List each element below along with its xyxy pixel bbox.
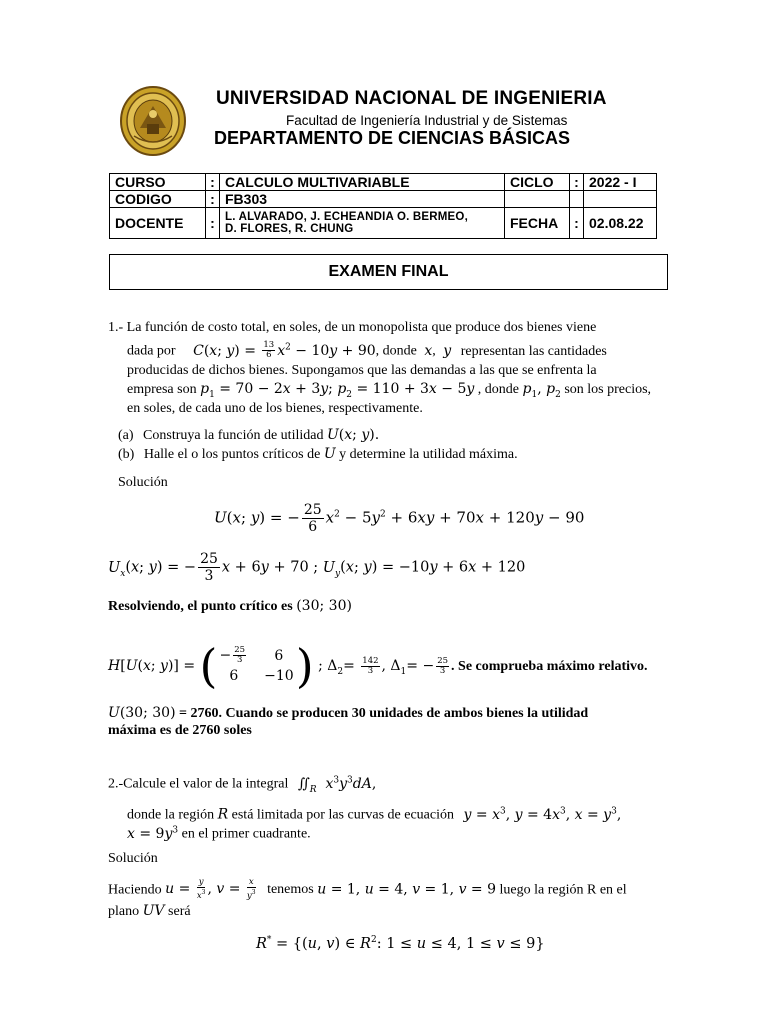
p1-line-3: producidas de dichos bienes. Supongamos que las demandas a las que se enfrenta la: [127, 363, 597, 378]
demand-functions: $p_1 = 70 - 2x + 3y$; $p_2 = 110 + 3x - 5y$: [200, 381, 475, 400]
utility-function: U(x; y) = − $\frac{25}{6}$ $x^2 - 5y^2 + 6xy + 70x + 120y - 90$: [214, 502, 585, 535]
separator: :: [206, 208, 220, 239]
separator: :: [206, 191, 220, 208]
max-check-text: . Se comprueba máximo relativo.: [451, 659, 648, 674]
p1-line-2: dada por C(x; y) = $\frac{13}{6}$ $x^2 - 10y + 90$, donde x, y representan las cantidades: [127, 340, 607, 361]
p1-l2-text: dada por: [127, 343, 176, 359]
p2-plano-text-1: plano: [108, 904, 140, 919]
codigo-value: FB303: [220, 191, 505, 208]
double-integral: $∬_R$ $x^3y^3dA$,: [297, 775, 377, 795]
docente-line-1: L. ALVARADO, J. ECHEANDIA O. BERMEO,: [225, 211, 468, 223]
p2-solucion: Solución: [108, 851, 158, 866]
p2-l1-text: 2.-Calcule el valor de la integral: [108, 776, 289, 792]
p2-hac-text-2: tenemos: [267, 882, 314, 898]
p2-plane-line: plano UV será: [108, 903, 191, 919]
p2-hac-text-3: luego la región R en el: [499, 882, 627, 898]
p1-item-b: (b) Halle el o los puntos críticos de U y determine la utilidad máxima.: [118, 446, 518, 462]
curso-value: CALCULO MULTIVARIABLE: [220, 174, 505, 191]
separator: :: [206, 174, 220, 191]
conclusion-text-1: = 2760. Cuando se producen 30 unidades de ambos bienes la utilidad: [179, 706, 589, 721]
empty-cell: [505, 191, 570, 208]
p2-l3-text: en el primer cuadrante.: [181, 826, 311, 842]
docente-label: DOCENTE: [110, 208, 206, 239]
item-b-label: (b): [118, 447, 135, 462]
item-b-text-2: y determine la utilidad máxima.: [339, 447, 518, 462]
p1-line-4: empresa son $p_1 = 70 - 2x + 3y$; $p_2 = 110 + 3x - 5y$ , donde $p_1$, $p_2$ son los precios,: [127, 381, 652, 400]
department-name: DEPARTAMENTO DE CIENCIAS BÁSICAS: [214, 128, 571, 148]
ciclo-value: 2022 - I: [584, 174, 657, 191]
p2-hac-text-1: Haciendo: [108, 882, 162, 898]
docente-line-2: D. FLORES, R. CHUNG: [225, 223, 354, 235]
p1-l4-text-c: son los precios,: [564, 382, 652, 397]
p2-line-3: $x = 9y^3$ en el primer cuadrante.: [127, 825, 311, 842]
p1-l2-text-b: , donde: [375, 343, 417, 359]
p2-line-2: donde la región R está limitada por las curvas de ecuación $y = x^3$, $y = 4x^3$, $x = y^3$,: [127, 806, 622, 823]
transformed-region: R* = {(u, v) ∈ $R^2$: 1 ≤ u ≤ 4, 1 ≤ v ≤ 9}: [256, 935, 545, 952]
item-b-text-1: Halle el o los puntos críticos de: [143, 447, 321, 462]
curso-label: CURSO: [110, 174, 206, 191]
p1-line-1: 1.- La función de costo total, en soles, de un monopolista que produce dos bienes viene: [108, 320, 597, 335]
fecha-value: 02.08.22: [584, 208, 657, 239]
p2-line-1: [108, 771, 376, 799]
partial-derivatives: $U_x(x$; y) = − $\frac{25}{3}$ x + 6y + 70 ; $U_y(x$; y) = −10y + 6x + 120: [108, 551, 526, 584]
separator: :: [570, 208, 584, 239]
conclusion-line-1: U(30; 30) = 2760. Cuando se producen 30 unidades de ambos bienes la utilidad: [108, 705, 589, 721]
empty-cell: [570, 191, 584, 208]
p1-solucion: Solución: [118, 475, 168, 490]
item-a-text: Construya la función de utilidad: [143, 428, 324, 443]
docente-value: [220, 208, 505, 239]
empty-cell: [584, 191, 657, 208]
exam-title: EXAMEN FINAL: [109, 254, 668, 290]
separator: :: [570, 174, 584, 191]
conclusion-line-2: máxima es de 2760 soles: [108, 723, 252, 738]
p1-line-5: en soles, de cada uno de los bienes, respectivamente.: [127, 401, 423, 416]
cost-function: C(x; y) = $\frac{13}{6}$ $x^2 - 10y + 90$: [193, 340, 376, 361]
p1-item-a: (a) Construya la función de utilidad U(x; y).: [118, 427, 380, 443]
university-seal-icon: [120, 86, 186, 156]
p1-l4-text: empresa son: [127, 382, 197, 397]
faculty-name: Facultad de Ingeniería Industrial y de Sistemas: [286, 113, 568, 128]
item-a-label: (a): [118, 428, 134, 443]
p1-l2-text-c: representan las cantidades: [460, 343, 607, 359]
course-info-table: [109, 173, 657, 239]
hessian: H[U(x; y)] = ( − $\frac{25}{3}$ 6 6 −10 ) ; $\Delta_2=$ $\frac{142}{3}$ , $\Delta_1=$ − $\frac{25}{3}$ . Se comprueba máximo relativo.: [108, 639, 648, 693]
p2-plano-text-2: será: [168, 904, 191, 919]
p2-l2-text-b: está limitada por las curvas de ecuación: [231, 807, 454, 823]
ciclo-label: CICLO: [505, 174, 570, 191]
fecha-label: FECHA: [505, 208, 570, 239]
p2-l2-text: donde la región: [127, 807, 215, 823]
codigo-label: CODIGO: [110, 191, 206, 208]
critical-point: Resolviendo, el punto crítico es (30; 30): [108, 598, 352, 614]
hessian-matrix: ( − $\frac{25}{3}$ 6 6 −10 ): [199, 639, 314, 693]
university-name: UNIVERSIDAD NACIONAL DE INGENIERIA: [216, 88, 607, 109]
p1-l4-text-b: , donde: [477, 382, 520, 397]
critical-point-text: Resolviendo, el punto crítico es: [108, 599, 293, 614]
p2-substitution: Haciendo u = $\frac{y}{x^3}$ , v = $\frac{x}{y^3}$ tenemos u = 1, u = 4, v = 1, v = 9 luego la región R en el: [108, 877, 627, 901]
